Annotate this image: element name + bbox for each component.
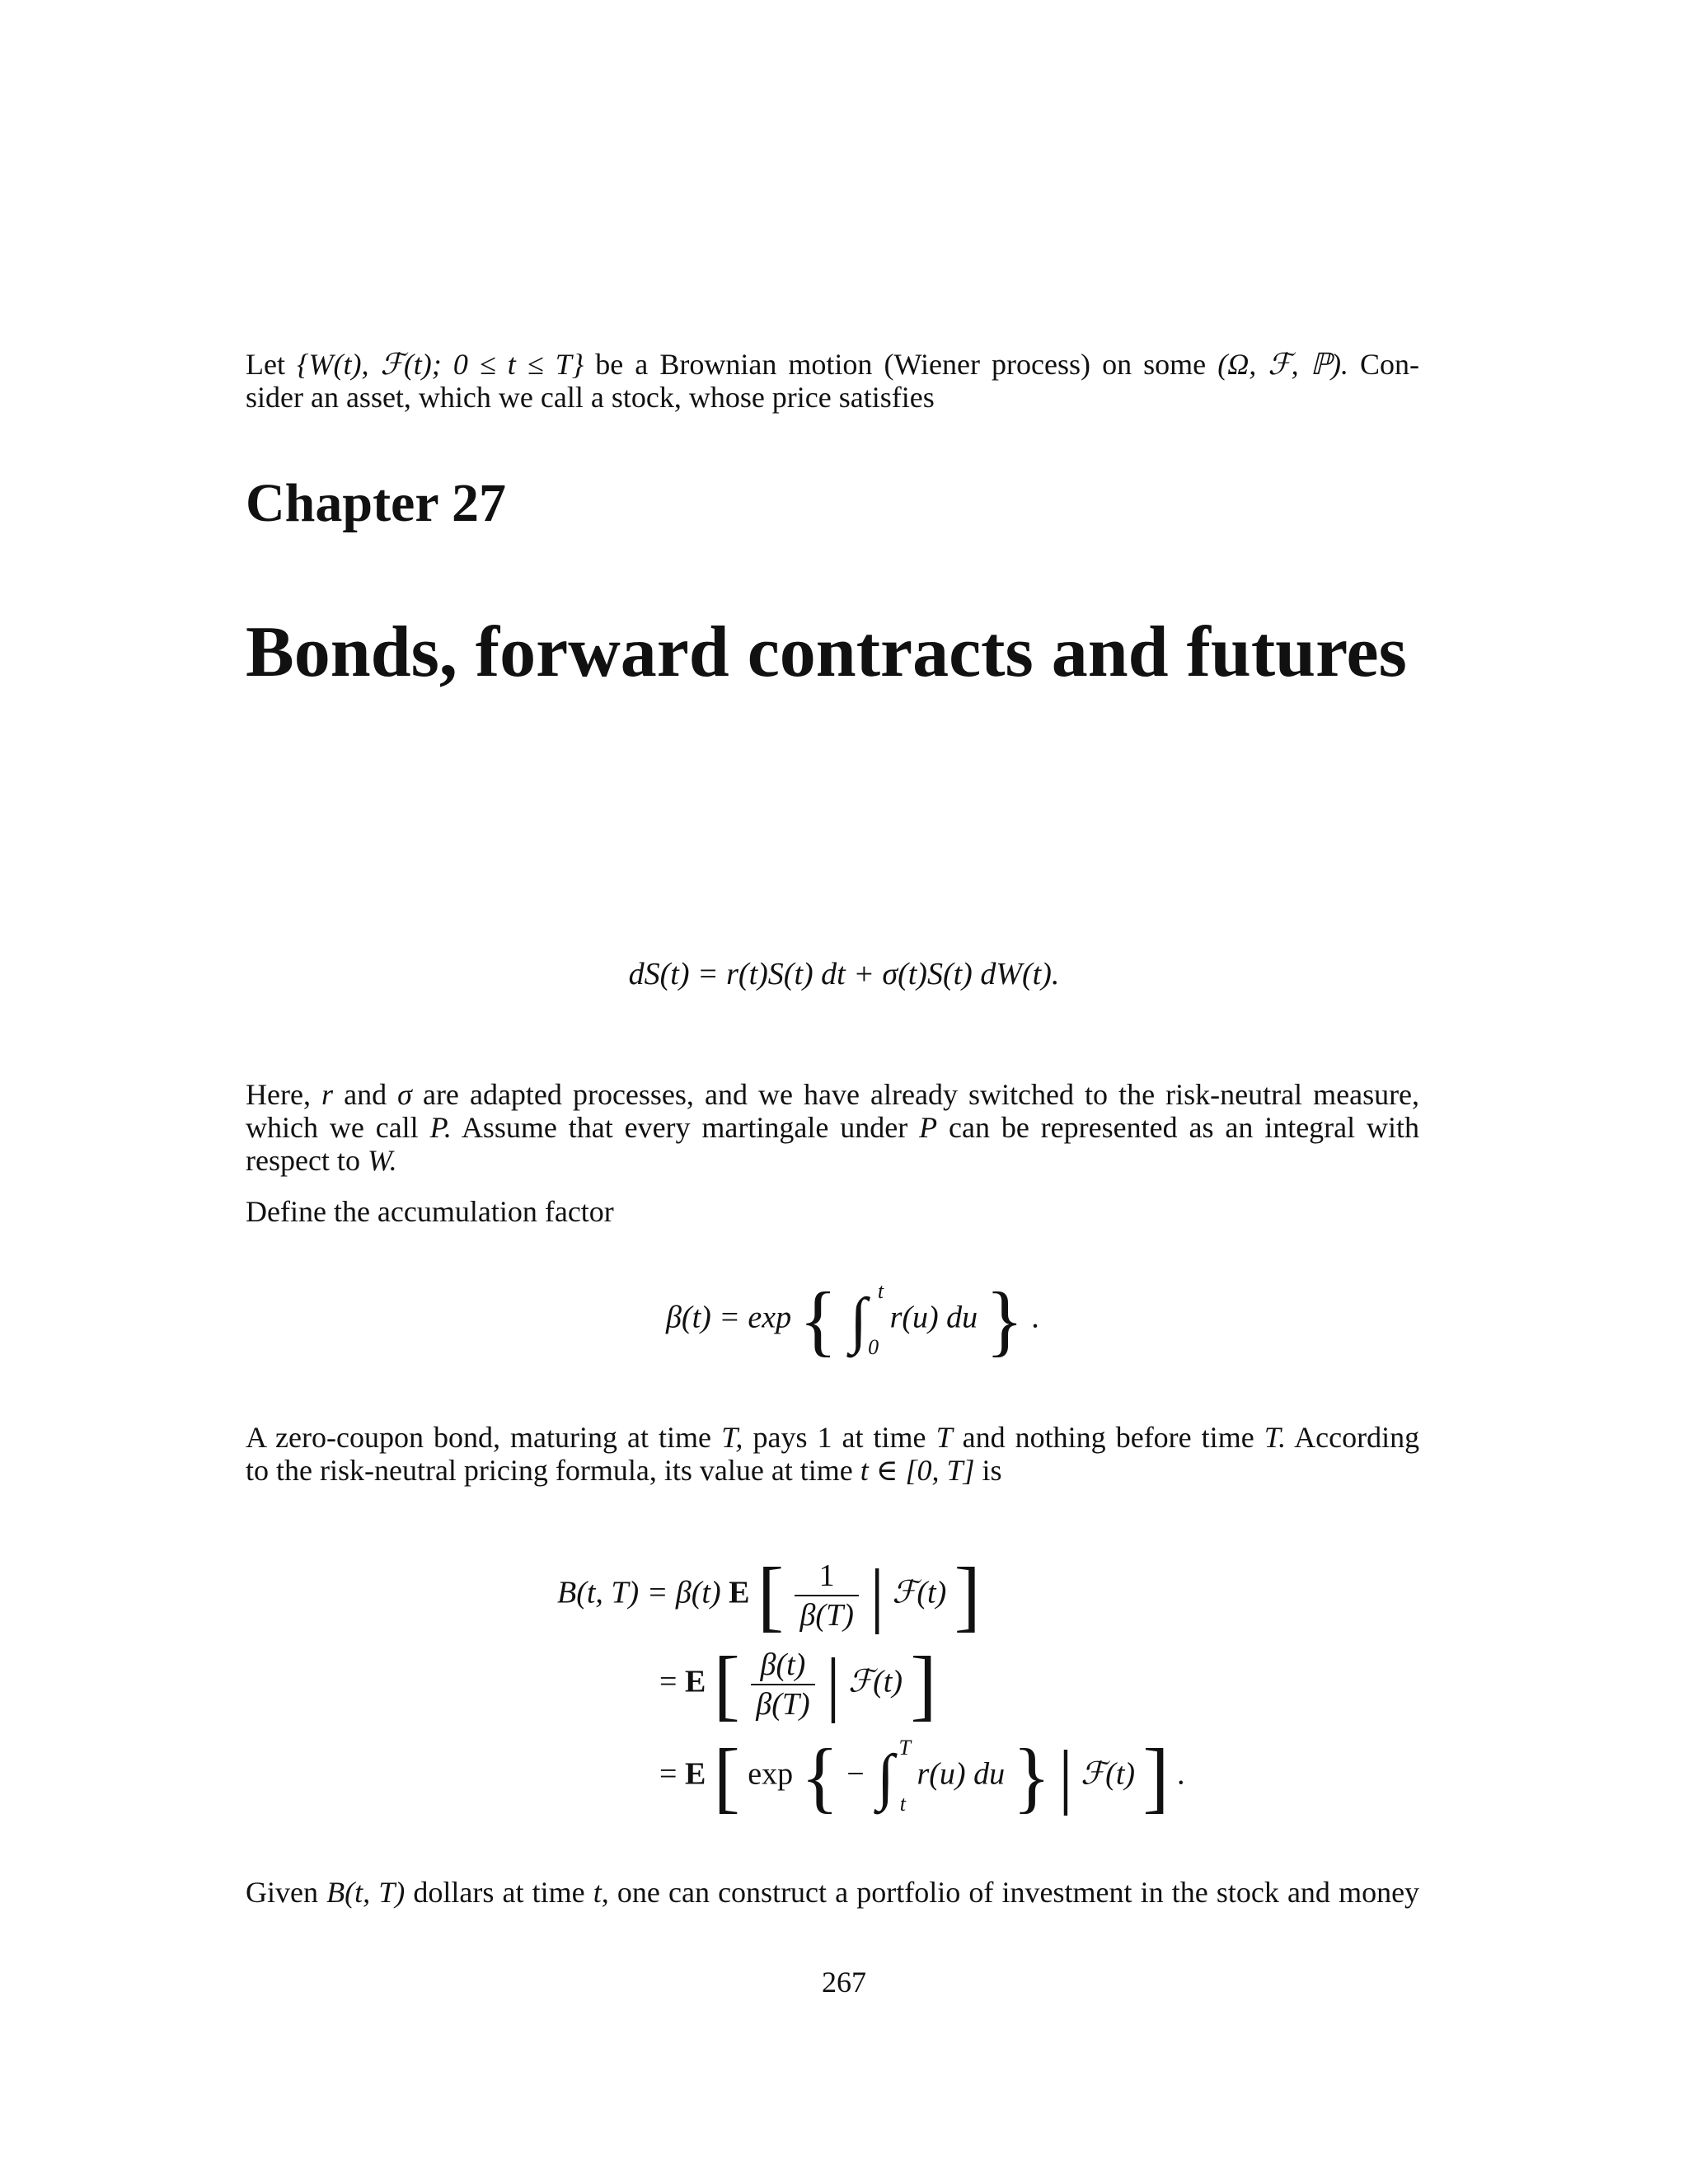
math-text: = — [659, 1664, 678, 1699]
paragraph-accumulation — [246, 1195, 1419, 1228]
conditioning-bar: | — [1058, 1736, 1073, 1816]
math-text: ℱ(t) — [1081, 1756, 1136, 1792]
paragraph-line — [246, 1876, 1419, 1909]
integral-lower-limit: t — [899, 1792, 906, 1816]
math-text: . — [1177, 1756, 1185, 1792]
equation-bond-line-1 — [557, 1551, 981, 1639]
left-bracket: [ — [713, 1640, 740, 1728]
math-text: B(t, T) = β(t) — [557, 1575, 721, 1610]
text: pays 1 at time — [753, 1421, 926, 1454]
text: dollars at time — [413, 1876, 585, 1909]
math-inline: T — [935, 1421, 953, 1454]
text: and — [344, 1078, 387, 1111]
right-bracket: ] — [1142, 1732, 1170, 1821]
right-brace: } — [1012, 1732, 1051, 1821]
math-inline: T, — [721, 1421, 743, 1454]
text: respect to — [246, 1144, 360, 1177]
text: Let — [246, 348, 285, 381]
left-bracket: [ — [757, 1551, 784, 1639]
equation-beta — [666, 1276, 1039, 1364]
math-inline: W. — [367, 1144, 397, 1177]
text: can be represented as an integral with — [948, 1111, 1420, 1144]
integral-sign: ∫ T t — [877, 1736, 911, 1816]
left-brace: { — [799, 1276, 837, 1364]
paragraph-line — [246, 1421, 1419, 1454]
paragraph-intro — [246, 348, 1419, 414]
text: be a Brownian motion (Wiener process) on some — [595, 348, 1207, 381]
equation-bond-line-2 — [659, 1640, 937, 1728]
paragraph-line — [246, 348, 1419, 381]
left-bracket: [ — [713, 1732, 740, 1821]
math-inline: P. — [429, 1111, 452, 1144]
text: which we call — [246, 1111, 419, 1144]
math-text: . — [1031, 1300, 1039, 1335]
conditioning-bar: | — [870, 1555, 884, 1635]
math-inline: P — [919, 1111, 938, 1144]
expectation-symbol: E — [684, 1664, 706, 1699]
math-inline: T. — [1264, 1421, 1287, 1454]
math-text: r(u) du — [889, 1300, 978, 1335]
text: to the risk-neutral pricing formula, its value at time — [246, 1454, 853, 1487]
integral-upper-limit: T — [898, 1736, 911, 1760]
math-text: ℱ(t) — [892, 1575, 947, 1610]
paragraph-portfolio — [246, 1876, 1419, 1909]
expectation-symbol: E — [684, 1756, 706, 1792]
chapter-title: Bonds, forward contracts and futures — [246, 612, 1407, 692]
math-text: β(t) = exp — [666, 1300, 792, 1335]
text: is — [982, 1454, 1002, 1487]
paragraph-line — [246, 1111, 1419, 1144]
equation-bond-line-3 — [659, 1732, 1185, 1821]
left-brace: { — [800, 1732, 839, 1821]
math-inline: (Ω, ℱ, ℙ). — [1217, 348, 1348, 381]
paragraph-line — [246, 1144, 1419, 1177]
equation-sde: dS(t) = r(t)S(t) dt + σ(t)S(t) dW(t). — [628, 957, 1060, 991]
right-brace: } — [985, 1276, 1024, 1364]
chapter-label: Chapter 27 — [246, 473, 506, 533]
expectation-symbol: E — [729, 1575, 750, 1610]
text: Assume that every martingale under — [461, 1111, 908, 1144]
math-inline: {W(t), ℱ(t); 0 ≤ t ≤ T} — [297, 348, 584, 381]
fraction-numerator: β(t) — [751, 1649, 814, 1685]
text: one can construct a portfolio of investment in the stock and money — [617, 1876, 1420, 1909]
text: Con- — [1360, 348, 1420, 381]
paragraph-zero-coupon — [246, 1421, 1419, 1487]
text: and nothing before time — [962, 1421, 1254, 1454]
fraction-denominator: β(T) — [756, 1687, 810, 1722]
right-bracket: ] — [910, 1640, 937, 1728]
math-text: r(u) du — [917, 1756, 1006, 1792]
page-number: 267 — [822, 1966, 866, 1999]
math-inline: t ∈ [0, T] — [860, 1454, 975, 1487]
paragraph-line — [246, 1078, 1419, 1111]
text: A zero-coupon bond, maturing at time — [246, 1421, 712, 1454]
conditioning-bar: | — [826, 1644, 841, 1724]
right-bracket: ] — [954, 1551, 981, 1639]
text: Here, — [246, 1078, 311, 1111]
math-inline: B(t, T) — [326, 1876, 406, 1909]
fraction — [751, 1649, 814, 1720]
math-inline: t, — [593, 1876, 609, 1909]
integral-upper-limit: t — [877, 1279, 884, 1303]
paragraph-line — [246, 1454, 1419, 1487]
fraction — [795, 1560, 858, 1631]
paragraph-line: Define the accumulation factor — [246, 1195, 614, 1228]
math-inline: σ — [397, 1078, 412, 1111]
text: According — [1294, 1421, 1420, 1454]
text: Given — [246, 1876, 318, 1909]
math-text: ℱ(t) — [848, 1664, 903, 1699]
integral-sign: ∫ t 0 — [850, 1279, 884, 1359]
math-inline: r — [321, 1078, 334, 1111]
math-text: exp — [748, 1756, 794, 1792]
paragraph-risk-neutral — [246, 1078, 1419, 1177]
integral-lower-limit: 0 — [868, 1335, 879, 1359]
math-text: − — [846, 1756, 865, 1792]
text: are adapted processes, and we have already switched to the risk-neutral measure, — [422, 1078, 1420, 1111]
fraction-numerator: 1 — [795, 1560, 858, 1596]
paragraph-line: sider an asset, which we call a stock, whose price satisfies — [246, 381, 935, 414]
fraction-denominator: β(T) — [799, 1598, 854, 1633]
math-text: = — [659, 1756, 678, 1792]
